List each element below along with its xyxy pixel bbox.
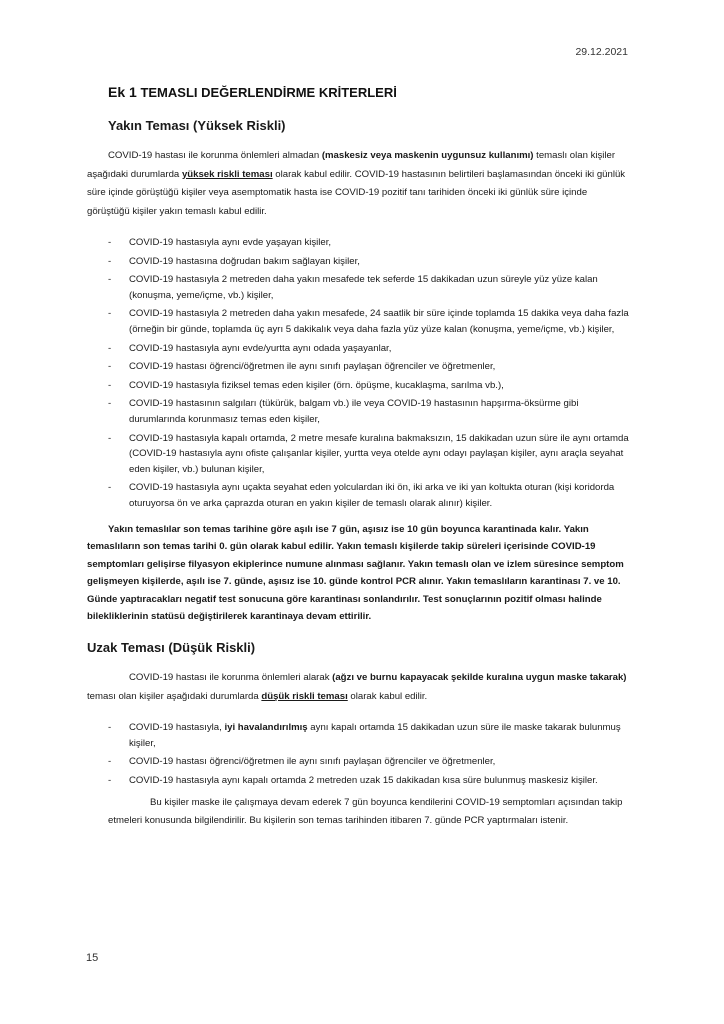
list-item: - COVID-19 hastasıyla aynı evde/yurtta aynı odada yaşayanlar, [108, 342, 392, 354]
list-item: - COVID-19 hastası öğrenci/öğretmen ile aynı sınıfı paylaşan öğrenciler ve öğretmenler, [108, 361, 496, 373]
document-content [87, 84, 629, 830]
appendix-prefix: Ek 1 [108, 84, 137, 100]
list-item-bold: iyi havalandırılmış [224, 722, 308, 734]
section-heading-yakin: Yakın Teması (Yüksek Riskli) [108, 118, 286, 133]
yakin-criteria-list [108, 235, 630, 512]
list-item-text: COVID-19 hastasıyla 2 metreden daha yakın mesafede tek seferde 15 dakikadan uzun süreyle yüz yüze kalan (konuşma, yeme/içme, vb.) kişiler, [129, 274, 598, 301]
yakin-intro-underlined: yüksek riskli teması [181, 168, 273, 180]
uzak-intro-underlined: düşük riskli teması [261, 690, 348, 702]
list-item-text: COVID-19 hastasıyla, [129, 722, 225, 734]
yakin-intro-text: COVID-19 hastası ile korunma önlemleri almadan [108, 150, 322, 161]
list-item: - COVID-19 hastasıyla aynı evde yaşayan kişiler, [108, 237, 332, 248]
section-heading-uzak: Uzak Teması (Düşük Riskli) [87, 640, 256, 656]
uzak-intro-text-3: olarak kabul edilir. [347, 690, 428, 702]
list-item: - COVID-19 hastasıyla aynı uçakta seyahat eden yolculardan iki ön, iki arka ve iki yan koltukta oturan (kişi koridorda oturuyorsa ön ve arka çaprazda oturan en yakın kişiler de temaslı olarak alınır) kişiler. [108, 482, 615, 509]
uzak-note-paragraph: Bu kişiler maske ile çalışmaya devam ederek 7 gün boyunca kendilerini COVID-19 semptomları açısından takip etmeleri konusunda bilgilendirilir. Bu kişilerin son temas tarihinden itibaren 7. günde PCR yaptırmaları istenir. [108, 797, 623, 827]
list-item: - COVID-19 hastasıyla 2 metreden daha yakın mesafede tek seferde 15 dakikadan uzun süreyle yüz yüze kalan (konuşma, yeme/içme, vb.) kişiler, [108, 274, 598, 301]
yakin-intro-text-2: temaslı olan kişiler aşağıdaki durumlarda [87, 150, 616, 180]
list-item: - COVID-19 hastasının salgıları (tükürük, balgam vb.) ile veya COVID-19 hastasının hapşırma-öksürme gibi durumlarında korunmasız temas eden kişiler, [108, 398, 579, 425]
list-item-text: COVID-19 hastasıyla aynı uçakta seyahat eden yolculardan iki ön, iki arka ve iki yan koltukta oturan (kişi koridorda oturuyorsa ön ve arka çaprazda oturan en yakın kişiler de temaslı olarak alınır) kişiler. [129, 482, 615, 509]
list-item-text: aynı kapalı ortamda 15 dakikadan uzun süre ile maske takarak bulunmuş kişiler, [129, 722, 621, 749]
yakin-intro-text-3: olarak kabul edilir. COVID-19 hastasının belirtileri başlamasından önceki iki günlük süre içinde görüştüğü kişiler veya asemptomatik hasta ise COVID-19 pozitif tanı tarihiden önceki iki günlük süre içinde görüştüğü kişiler yakın temaslı kabul edilir. [87, 168, 626, 217]
document-date: 29.12.2021 [575, 46, 628, 58]
uzak-intro-paragraph [87, 669, 630, 706]
yakin-intro-paragraph [87, 147, 630, 221]
yakin-quarantine-paragraph: Yakın temaslılar son temas tarihine göre aşılı ise 7 gün, aşısız ise 10 gün boyunca karantinada kalır. Yakın temaslıların son temas tarihi 0. gün olarak kabul edilir. Yakın temaslı kişilerde takip süreleri içerisinde COVID-19 semptomları gelişirse filyasyon ekiplerince numune alınması sağlanır. Yakın temaslı olan ve izlem süresince semptom gelişmeyen kişilerde, aşılı ise 7. günde, aşısız ise 10. günde kontrol PCR alınır. Yakın temaslıların karantinası 7. ve 10. Günde yaptıracakları negatif test sonucuna göre karantinası sonlandırılır. Test sonuçlarının pozitif olması halinde bilekliklerinin statüsü değiştirilerek karantinaya devam ettirilir. [87, 523, 624, 623]
list-item: - COVID-19 hastası öğrenci/öğretmen ile aynı sınıfı paylaşan öğrenciler ve öğretmenler, [108, 756, 496, 768]
list-item-text: COVID-19 hastasına doğrudan bakım sağlayan kişiler, [129, 255, 360, 267]
uzak-intro-bold: (ağzı ve burnu kapayacak şekilde kuralına uygun maske takarak) [332, 672, 627, 684]
appendix-title-text: TEMASLI DEĞERLENDİRME KRİTERLERİ [140, 85, 397, 100]
list-item-text: COVID-19 hastasının salgıları (tükürük, balgam vb.) ile veya COVID-19 hastasının hapşırma-öksürme gibi durumlarında korunmasız temas eden kişiler, [129, 398, 579, 425]
list-item: - COVID-19 hastasıyla, iyi havalandırılmış aynı kapalı ortamda 15 dakikadan uzun süre ile maske takarak bulunmuş kişiler, [108, 722, 621, 749]
page-number: 15 [86, 952, 99, 964]
list-item: - COVID-19 hastasıyla kapalı ortamda, 2 metre mesafe kuralına bakmaksızın, 15 dakikadan uzun süre ile aynı ortamda (COVID-19 hastasıyla aynı ofiste çalışanlar kişiler, yurtta veya otelde aynı odayı paylaşan kişiler, aynı araçla seyahat eden kişiler, vb.) bulunan kişiler, [108, 432, 629, 475]
list-item-text: COVID-19 hastası öğrenci/öğretmen ile aynı sınıfı paylaşan öğrenciler ve öğretmenler, [129, 756, 496, 768]
list-item-text: COVID-19 hastasıyla 2 metreden daha yakın mesafede, 24 saatlik bir süre içinde toplamda 15 dakika veya daha fazla (örneğin bir günde, toplamda üç ayrı 5 dakikalık veya daha fazla yüz yüze kalan (konuşma, yeme/içme, vb.) kişiler, [129, 308, 629, 335]
list-item-text: COVID-19 hastasıyla kapalı ortamda, 2 metre mesafe kuralına bakmaksızın, 15 dakikadan uzun süre ile aynı ortamda (COVID-19 hastasıyla aynı ofiste çalışanlar kişiler, yurtta veya otelde aynı odayı paylaşan kişiler, aynı araçla seyahat eden kişiler, vb.) bulunan kişiler, [129, 432, 629, 475]
list-item: - COVID-19 hastasıyla 2 metreden daha yakın mesafede, 24 saatlik bir süre içinde toplamda 15 dakika veya daha fazla (örneğin bir günde, toplamda üç ayrı 5 dakikalık veya daha fazla yüz yüze kalan (konuşma, yeme/içme, vb.) kişiler, [108, 308, 629, 335]
uzak-intro-text-2: teması olan kişiler aşağıdaki durumlarda [87, 690, 262, 702]
list-item-text: COVID-19 hastası öğrenci/öğretmen ile aynı sınıfı paylaşan öğrenciler ve öğretmenler, [129, 361, 496, 373]
list-item: - COVID-19 hastasıyla fiziksel temas eden kişiler (örn. öpüşme, kucaklaşma, sarılma vb.), [108, 379, 504, 391]
appendix-title [108, 84, 628, 100]
list-item-text: COVID-19 hastasıyla fiziksel temas eden kişiler (örn. öpüşme, kucaklaşma, sarılma vb.), [129, 379, 504, 391]
yakin-intro-bold: (maskesiz veya maskenin uygunsuz kullanımı) [321, 150, 534, 161]
list-item-text: COVID-19 hastasıyla aynı kapalı ortamda 2 metreden uzak 15 dakikadan kısa süre bulunmuş maskesiz kişiler. [129, 774, 598, 786]
list-item-text: COVID-19 hastasıyla aynı evde yaşayan kişiler, [129, 237, 332, 248]
list-item: - COVID-19 hastasına doğrudan bakım sağlayan kişiler, [108, 255, 360, 267]
list-item-text: COVID-19 hastasıyla aynı evde/yurtta aynı odada yaşayanlar, [129, 342, 392, 354]
uzak-intro-text: COVID-19 hastası ile korunma önlemleri alarak [129, 672, 333, 684]
uzak-criteria-list [108, 720, 630, 788]
list-item: - COVID-19 hastasıyla aynı kapalı ortamda 2 metreden uzak 15 dakikadan kısa süre bulunmuş maskesiz kişiler. [108, 774, 598, 786]
